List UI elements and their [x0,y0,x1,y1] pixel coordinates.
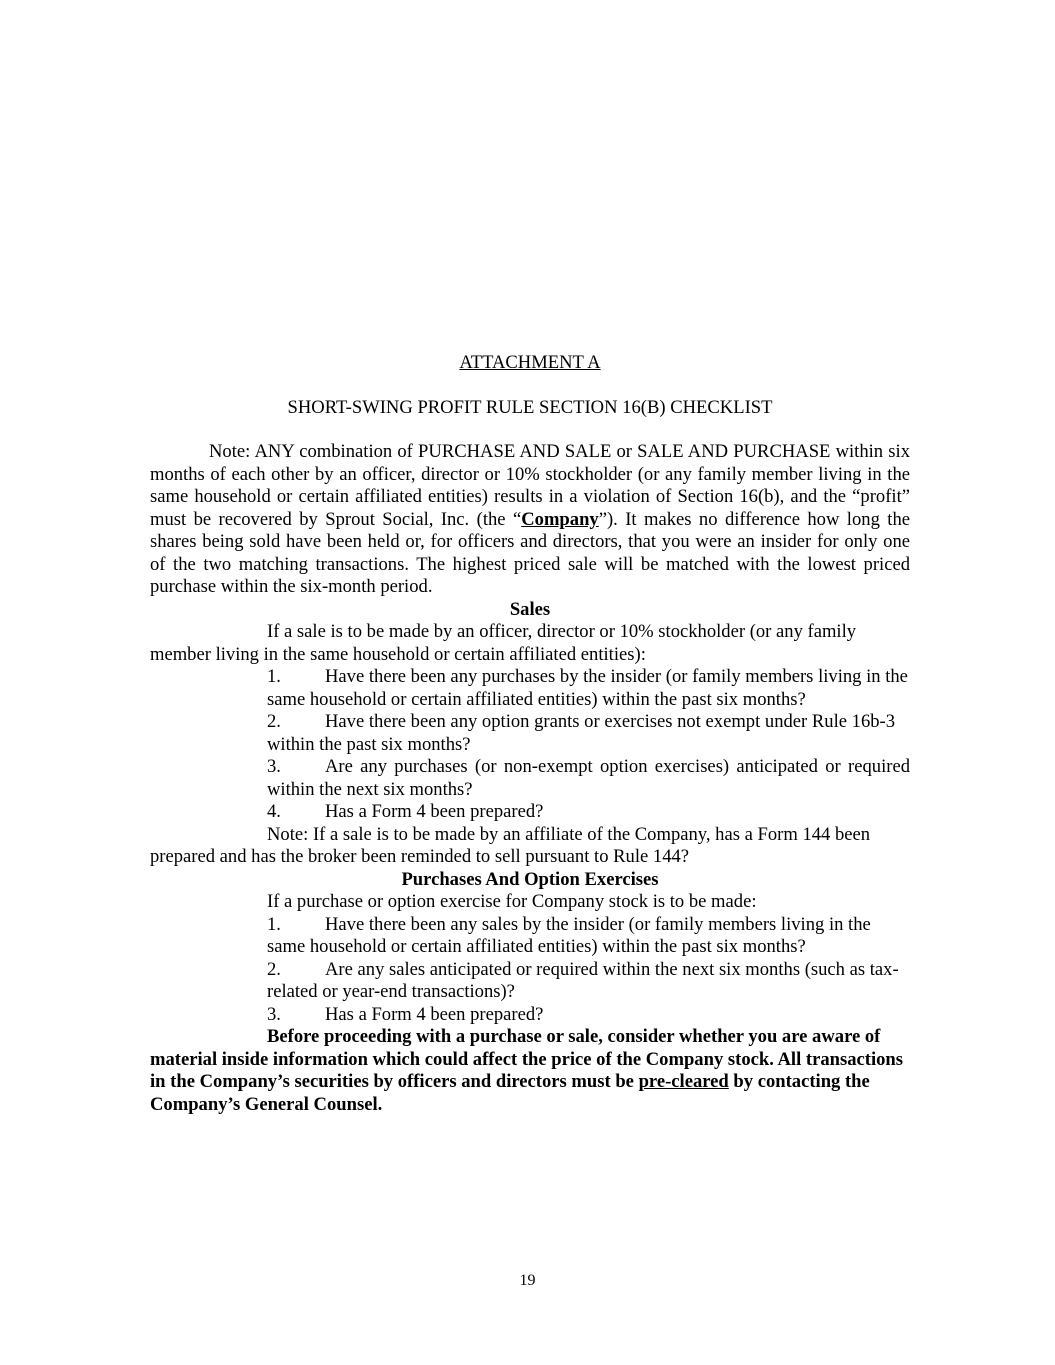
purchases-item-1-number: 1. [267,913,281,935]
purchases-heading: Purchases And Option Exercises [401,868,659,890]
attachment-title [150,352,910,375]
closing-warning-part1: Before proceeding with a purchase or sale, consider whether you are aware of material inside information which could affect the price of the Company stock. All transactions in the Company’s securities by officers and directors must be [150,1026,903,1092]
sales-item-4 [267,801,910,824]
purchases-item-3-number: 3. [267,1003,281,1025]
purchases-item-2-text: Are any sales anticipated or required within the next six months (such as tax- related or year-end transactions)? [267,958,899,1002]
sales-item-4-text: Has a Form 4 been prepared? [325,801,544,822]
purchases-item-1 [267,914,910,959]
sales-item-2-number: 2. [267,711,281,732]
closing-warning-part2: by contacting the Company’s General Counsel. [150,1071,870,1115]
page-number: 19 [519,1272,536,1289]
purchases-checklist [267,914,910,1027]
sales-item-2 [267,711,910,756]
intro-note-part1: Note: ANY combination of PURCHASE AND SALE or SALE AND PURCHASE within six months of each other by an officer, director or 10% stockholder (or any family member living in the same household or certain affiliated entities) results in a violation of Section 16(b), and the “profit” must be recovered by Sprout Social, Inc. (the “ [150,441,910,530]
purchases-item-3 [267,1004,910,1027]
sales-item-1-number: 1. [267,666,281,687]
sales-item-2-text: Have there been any option grants or exercises not exempt under Rule 16b-3 within the past six months? [267,711,896,755]
sales-item-4-number: 4. [267,801,281,822]
purchases-item-3-text: Has a Form 4 been prepared? [325,1003,544,1025]
sales-item-3 [267,756,910,801]
purchases-item-1-text: Have there been any sales by the insider (or family members living in the same household or certain affiliated entities) within the past six months? [267,913,871,957]
sales-checklist [267,666,910,824]
pre-cleared-term: pre-cleared [638,1071,729,1092]
sales-intro: If a sale is to be made by an officer, director or 10% stockholder (or any family member living in the same household or certain affiliated entities): [150,621,857,665]
closing-warning [150,1026,910,1116]
intro-note-part2: ”). It makes no difference how long the shares being sold have been held or, for officers and directors, that you were an insider for only one of the two matching transactions. The highest priced sale will be matched with the lowest priced purchase within the six-month period. [150,508,911,597]
sales-affiliate-note: Note: If a sale is to be made by an affiliate of the Company, has a Form 144 been prepared and has the broker been reminded to sell pursuant to Rule 144? [150,823,871,867]
sales-heading: Sales [509,598,551,620]
purchases-intro: If a purchase or option exercise for Company stock is to be made: [267,891,757,912]
document-body [150,352,910,1116]
sales-item-3-text: Are any purchases (or non-exempt option exercises) anticipated or required within the next six months? [267,756,910,800]
company-defined-term: Company [521,508,599,530]
purchases-item-2 [267,959,910,1004]
attachment-title-text: ATTACHMENT A [459,352,601,373]
sales-item-3-number: 3. [267,756,281,777]
purchases-item-2-number: 2. [267,958,281,980]
intro-note [150,441,910,599]
sales-item-1-text: Have there been any purchases by the insider (or family members living in the same household or certain affiliated entities) within the past six months? [267,666,908,710]
checklist-title: SHORT-SWING PROFIT RULE SECTION 16(B) CHECKLIST [287,396,773,418]
sales-item-1 [267,666,910,711]
